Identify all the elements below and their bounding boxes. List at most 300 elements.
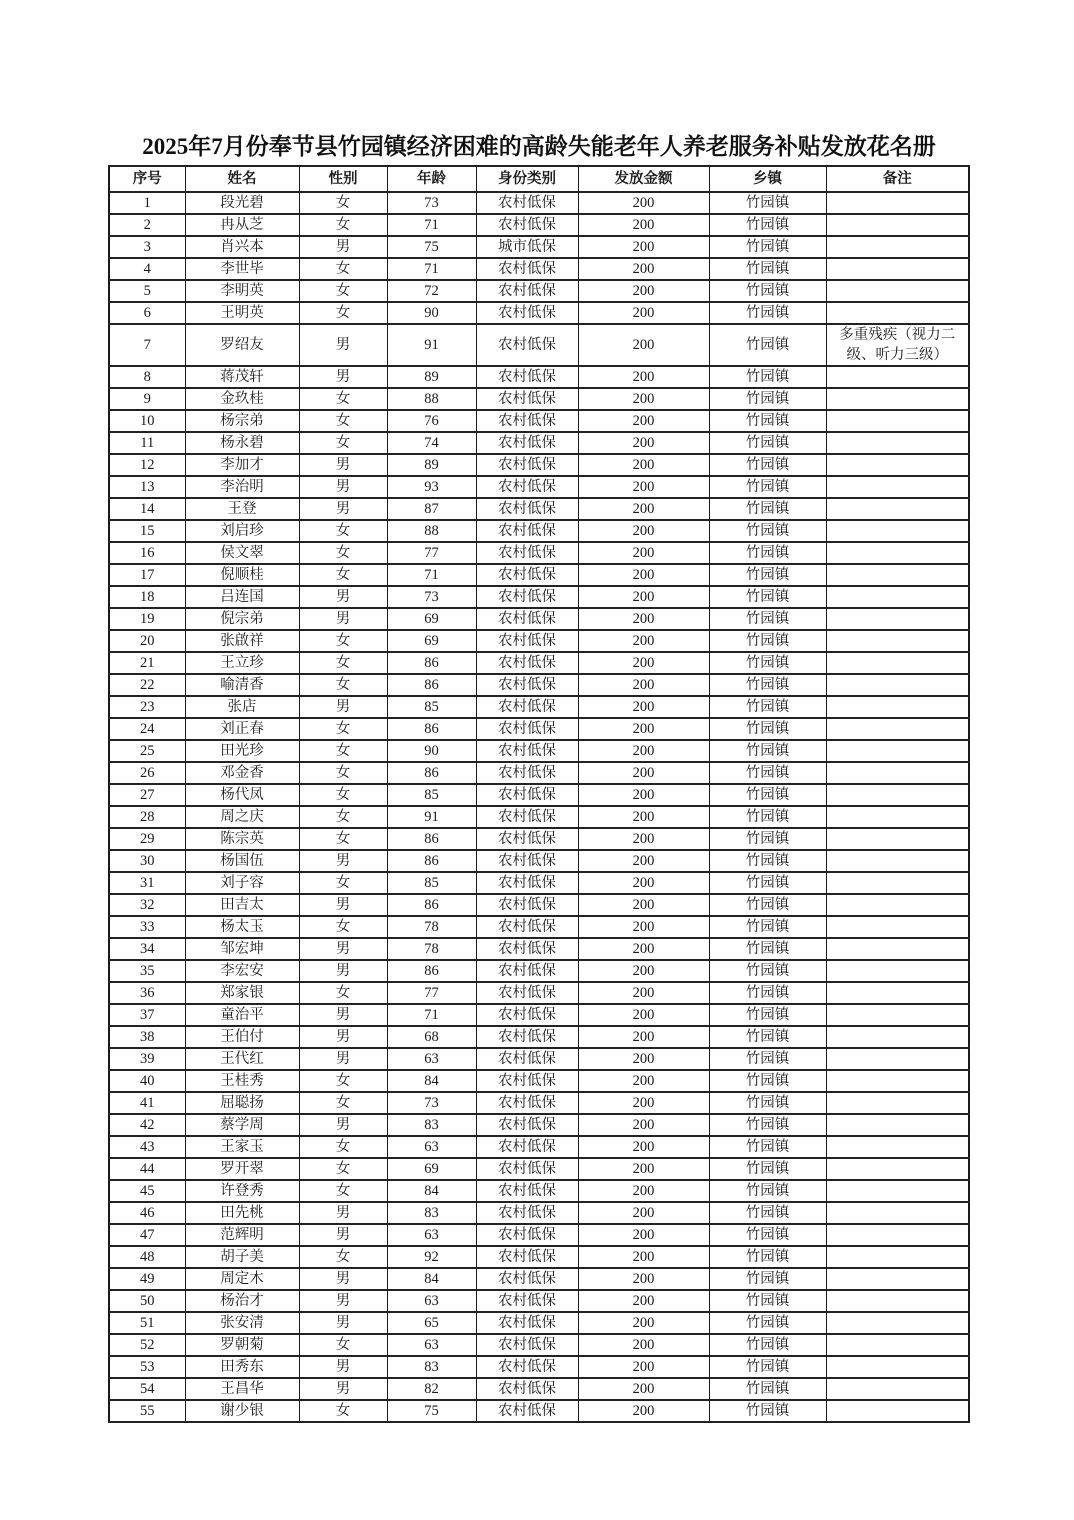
cell-age: 86 <box>387 674 476 696</box>
cell-township: 竹园镇 <box>709 1004 826 1026</box>
cell-serial-number: 7 <box>109 324 185 366</box>
cell-township: 竹园镇 <box>709 1048 826 1070</box>
cell-amount: 200 <box>578 1136 709 1158</box>
cell-age: 89 <box>387 366 476 388</box>
cell-age: 86 <box>387 894 476 916</box>
cell-amount: 200 <box>578 784 709 806</box>
cell-age: 78 <box>387 916 476 938</box>
cell-amount: 200 <box>578 630 709 652</box>
table-row <box>109 1136 969 1158</box>
cell-age: 68 <box>387 1026 476 1048</box>
cell-serial-number: 1 <box>109 192 185 214</box>
cell-person-name: 张店 <box>185 696 299 718</box>
cell-person-name: 王代红 <box>185 1048 299 1070</box>
cell-age: 63 <box>387 1048 476 1070</box>
cell-remark <box>826 1180 969 1202</box>
cell-age: 73 <box>387 1092 476 1114</box>
cell-identity-category: 城市低保 <box>476 236 578 258</box>
cell-identity-category: 农村低保 <box>476 258 578 280</box>
cell-identity-category: 农村低保 <box>476 1268 578 1290</box>
cell-township: 竹园镇 <box>709 740 826 762</box>
cell-person-name: 王伯付 <box>185 1026 299 1048</box>
cell-remark <box>826 302 969 324</box>
cell-township: 竹园镇 <box>709 1026 826 1048</box>
cell-person-name: 邹宏坤 <box>185 938 299 960</box>
cell-township: 竹园镇 <box>709 784 826 806</box>
cell-person-name: 肖兴本 <box>185 236 299 258</box>
cell-remark <box>826 674 969 696</box>
cell-gender: 女 <box>299 410 387 432</box>
cell-amount: 200 <box>578 192 709 214</box>
cell-remark <box>826 652 969 674</box>
cell-township: 竹园镇 <box>709 498 826 520</box>
cell-person-name: 冉从芝 <box>185 214 299 236</box>
table-row <box>109 1400 969 1422</box>
cell-person-name: 喻清香 <box>185 674 299 696</box>
cell-identity-category: 农村低保 <box>476 1224 578 1246</box>
cell-age: 69 <box>387 630 476 652</box>
cell-person-name: 李治明 <box>185 476 299 498</box>
cell-remark <box>826 236 969 258</box>
table-row <box>109 1378 969 1400</box>
cell-remark <box>826 1158 969 1180</box>
cell-gender: 女 <box>299 872 387 894</box>
cell-gender: 女 <box>299 1136 387 1158</box>
cell-serial-number: 49 <box>109 1268 185 1290</box>
cell-remark <box>826 542 969 564</box>
cell-township: 竹园镇 <box>709 1092 826 1114</box>
cell-age: 86 <box>387 718 476 740</box>
cell-age: 84 <box>387 1180 476 1202</box>
cell-remark <box>826 498 969 520</box>
cell-age: 92 <box>387 1246 476 1268</box>
cell-gender: 男 <box>299 454 387 476</box>
cell-township: 竹园镇 <box>709 1158 826 1180</box>
cell-person-name: 倪顺桂 <box>185 564 299 586</box>
cell-township: 竹园镇 <box>709 982 826 1004</box>
table-row <box>109 1026 969 1048</box>
header-no: 序号 <box>109 166 185 192</box>
cell-serial-number: 38 <box>109 1026 185 1048</box>
cell-gender: 男 <box>299 1004 387 1026</box>
cell-person-name: 刘正春 <box>185 718 299 740</box>
cell-gender: 女 <box>299 916 387 938</box>
table-row <box>109 1290 969 1312</box>
cell-serial-number: 15 <box>109 520 185 542</box>
cell-remark <box>826 280 969 302</box>
cell-age: 71 <box>387 564 476 586</box>
cell-township: 竹园镇 <box>709 302 826 324</box>
table-row <box>109 696 969 718</box>
cell-township: 竹园镇 <box>709 1378 826 1400</box>
cell-person-name: 段光碧 <box>185 192 299 214</box>
cell-township: 竹园镇 <box>709 432 826 454</box>
cell-remark <box>826 1092 969 1114</box>
cell-amount: 200 <box>578 366 709 388</box>
cell-person-name: 李宏安 <box>185 960 299 982</box>
cell-amount: 200 <box>578 280 709 302</box>
cell-age: 76 <box>387 410 476 432</box>
cell-township: 竹园镇 <box>709 916 826 938</box>
cell-serial-number: 13 <box>109 476 185 498</box>
cell-identity-category: 农村低保 <box>476 302 578 324</box>
cell-identity-category: 农村低保 <box>476 806 578 828</box>
cell-township: 竹园镇 <box>709 410 826 432</box>
cell-age: 71 <box>387 214 476 236</box>
table-row <box>109 1246 969 1268</box>
cell-identity-category: 农村低保 <box>476 674 578 696</box>
cell-gender: 女 <box>299 542 387 564</box>
header-town: 乡镇 <box>709 166 826 192</box>
table-row <box>109 1070 969 1092</box>
cell-gender: 男 <box>299 366 387 388</box>
cell-person-name: 罗绍友 <box>185 324 299 366</box>
cell-age: 77 <box>387 542 476 564</box>
cell-gender: 男 <box>299 1114 387 1136</box>
cell-remark <box>826 520 969 542</box>
cell-person-name: 张啟祥 <box>185 630 299 652</box>
cell-gender: 女 <box>299 1246 387 1268</box>
cell-identity-category: 农村低保 <box>476 366 578 388</box>
cell-identity-category: 农村低保 <box>476 192 578 214</box>
cell-person-name: 周之庆 <box>185 806 299 828</box>
cell-township: 竹园镇 <box>709 1070 826 1092</box>
cell-identity-category: 农村低保 <box>476 1180 578 1202</box>
cell-person-name: 罗朝菊 <box>185 1334 299 1356</box>
cell-remark <box>826 828 969 850</box>
cell-serial-number: 28 <box>109 806 185 828</box>
cell-remark <box>826 1202 969 1224</box>
cell-person-name: 李世毕 <box>185 258 299 280</box>
cell-remark <box>826 1004 969 1026</box>
cell-township: 竹园镇 <box>709 1180 826 1202</box>
cell-remark <box>826 1400 969 1422</box>
cell-remark <box>826 258 969 280</box>
cell-identity-category: 农村低保 <box>476 1026 578 1048</box>
cell-age: 82 <box>387 1378 476 1400</box>
cell-gender: 女 <box>299 192 387 214</box>
cell-remark <box>826 1026 969 1048</box>
cell-township: 竹园镇 <box>709 1246 826 1268</box>
cell-amount: 200 <box>578 652 709 674</box>
cell-serial-number: 4 <box>109 258 185 280</box>
table-row <box>109 1224 969 1246</box>
cell-identity-category: 农村低保 <box>476 586 578 608</box>
cell-gender: 女 <box>299 564 387 586</box>
table-row <box>109 872 969 894</box>
cell-serial-number: 5 <box>109 280 185 302</box>
cell-amount: 200 <box>578 324 709 366</box>
cell-township: 竹园镇 <box>709 762 826 784</box>
cell-township: 竹园镇 <box>709 1400 826 1422</box>
cell-gender: 女 <box>299 762 387 784</box>
table-body <box>109 192 969 1422</box>
cell-amount: 200 <box>578 872 709 894</box>
cell-gender: 女 <box>299 520 387 542</box>
cell-serial-number: 26 <box>109 762 185 784</box>
cell-serial-number: 46 <box>109 1202 185 1224</box>
cell-gender: 男 <box>299 1356 387 1378</box>
table-row <box>109 520 969 542</box>
cell-serial-number: 43 <box>109 1136 185 1158</box>
cell-remark <box>826 872 969 894</box>
cell-township: 竹园镇 <box>709 542 826 564</box>
cell-age: 85 <box>387 696 476 718</box>
cell-gender: 女 <box>299 280 387 302</box>
cell-remark <box>826 894 969 916</box>
cell-amount: 200 <box>578 388 709 410</box>
cell-age: 86 <box>387 762 476 784</box>
table-row <box>109 454 969 476</box>
cell-township: 竹园镇 <box>709 696 826 718</box>
cell-township: 竹园镇 <box>709 454 826 476</box>
table-row <box>109 960 969 982</box>
cell-identity-category: 农村低保 <box>476 280 578 302</box>
cell-gender: 男 <box>299 608 387 630</box>
cell-amount: 200 <box>578 916 709 938</box>
cell-gender: 男 <box>299 1202 387 1224</box>
cell-serial-number: 33 <box>109 916 185 938</box>
cell-amount: 200 <box>578 1180 709 1202</box>
cell-township: 竹园镇 <box>709 894 826 916</box>
cell-person-name: 田吉太 <box>185 894 299 916</box>
cell-serial-number: 29 <box>109 828 185 850</box>
cell-serial-number: 19 <box>109 608 185 630</box>
table-row <box>109 258 969 280</box>
cell-person-name: 李加才 <box>185 454 299 476</box>
cell-person-name: 郑家银 <box>185 982 299 1004</box>
cell-remark <box>826 850 969 872</box>
table-row <box>109 564 969 586</box>
cell-remark <box>826 214 969 236</box>
cell-person-name: 金玖桂 <box>185 388 299 410</box>
cell-amount: 200 <box>578 258 709 280</box>
cell-amount: 200 <box>578 1026 709 1048</box>
cell-amount: 200 <box>578 1004 709 1026</box>
cell-gender: 男 <box>299 938 387 960</box>
table-row <box>109 476 969 498</box>
cell-remark <box>826 784 969 806</box>
cell-person-name: 杨永碧 <box>185 432 299 454</box>
cell-amount: 200 <box>578 850 709 872</box>
cell-remark <box>826 938 969 960</box>
cell-serial-number: 8 <box>109 366 185 388</box>
cell-township: 竹园镇 <box>709 476 826 498</box>
cell-gender: 男 <box>299 1290 387 1312</box>
cell-serial-number: 35 <box>109 960 185 982</box>
cell-remark <box>826 586 969 608</box>
cell-identity-category: 农村低保 <box>476 762 578 784</box>
cell-serial-number: 50 <box>109 1290 185 1312</box>
table-row <box>109 1114 969 1136</box>
cell-age: 78 <box>387 938 476 960</box>
cell-amount: 200 <box>578 1114 709 1136</box>
table-row <box>109 1312 969 1334</box>
cell-serial-number: 39 <box>109 1048 185 1070</box>
cell-township: 竹园镇 <box>709 828 826 850</box>
cell-gender: 女 <box>299 982 387 1004</box>
cell-identity-category: 农村低保 <box>476 1136 578 1158</box>
cell-amount: 200 <box>578 520 709 542</box>
cell-serial-number: 40 <box>109 1070 185 1092</box>
cell-serial-number: 54 <box>109 1378 185 1400</box>
cell-serial-number: 2 <box>109 214 185 236</box>
cell-serial-number: 3 <box>109 236 185 258</box>
cell-amount: 200 <box>578 674 709 696</box>
table-row <box>109 324 969 366</box>
cell-age: 89 <box>387 454 476 476</box>
cell-person-name: 王昌华 <box>185 1378 299 1400</box>
cell-amount: 200 <box>578 236 709 258</box>
cell-age: 73 <box>387 192 476 214</box>
table-row <box>109 1004 969 1026</box>
cell-person-name: 倪宗弟 <box>185 608 299 630</box>
cell-gender: 男 <box>299 960 387 982</box>
cell-person-name: 罗开翠 <box>185 1158 299 1180</box>
cell-identity-category: 农村低保 <box>476 894 578 916</box>
cell-identity-category: 农村低保 <box>476 630 578 652</box>
cell-remark <box>826 476 969 498</box>
cell-serial-number: 37 <box>109 1004 185 1026</box>
table-row <box>109 1092 969 1114</box>
cell-identity-category: 农村低保 <box>476 410 578 432</box>
cell-age: 73 <box>387 586 476 608</box>
cell-township: 竹园镇 <box>709 652 826 674</box>
cell-serial-number: 6 <box>109 302 185 324</box>
cell-remark <box>826 630 969 652</box>
cell-township: 竹园镇 <box>709 1356 826 1378</box>
cell-township: 竹园镇 <box>709 938 826 960</box>
cell-gender: 女 <box>299 1158 387 1180</box>
cell-serial-number: 23 <box>109 696 185 718</box>
cell-identity-category: 农村低保 <box>476 1356 578 1378</box>
cell-person-name: 胡子美 <box>185 1246 299 1268</box>
cell-gender: 男 <box>299 236 387 258</box>
table-row <box>109 214 969 236</box>
header-age: 年龄 <box>387 166 476 192</box>
table-row <box>109 784 969 806</box>
cell-age: 75 <box>387 1400 476 1422</box>
cell-serial-number: 41 <box>109 1092 185 1114</box>
cell-age: 71 <box>387 1004 476 1026</box>
table-row <box>109 1356 969 1378</box>
cell-serial-number: 45 <box>109 1180 185 1202</box>
cell-age: 88 <box>387 388 476 410</box>
table-row <box>109 806 969 828</box>
cell-age: 63 <box>387 1224 476 1246</box>
cell-serial-number: 27 <box>109 784 185 806</box>
cell-identity-category: 农村低保 <box>476 960 578 982</box>
cell-remark <box>826 960 969 982</box>
cell-person-name: 范辉明 <box>185 1224 299 1246</box>
cell-person-name: 许登秀 <box>185 1180 299 1202</box>
cell-identity-category: 农村低保 <box>476 696 578 718</box>
cell-gender: 男 <box>299 324 387 366</box>
cell-serial-number: 12 <box>109 454 185 476</box>
cell-amount: 200 <box>578 1334 709 1356</box>
cell-identity-category: 农村低保 <box>476 564 578 586</box>
table-row <box>109 740 969 762</box>
cell-person-name: 杨国伍 <box>185 850 299 872</box>
cell-amount: 200 <box>578 938 709 960</box>
cell-serial-number: 14 <box>109 498 185 520</box>
cell-remark <box>826 916 969 938</box>
cell-amount: 200 <box>578 476 709 498</box>
table-row <box>109 652 969 674</box>
cell-gender: 男 <box>299 850 387 872</box>
cell-identity-category: 农村低保 <box>476 740 578 762</box>
cell-gender: 女 <box>299 1180 387 1202</box>
cell-person-name: 王家玉 <box>185 1136 299 1158</box>
table-row <box>109 586 969 608</box>
cell-amount: 200 <box>578 960 709 982</box>
cell-remark <box>826 1334 969 1356</box>
cell-age: 74 <box>387 432 476 454</box>
cell-age: 86 <box>387 828 476 850</box>
cell-amount: 200 <box>578 696 709 718</box>
cell-person-name: 张安清 <box>185 1312 299 1334</box>
cell-gender: 男 <box>299 1224 387 1246</box>
cell-remark <box>826 1312 969 1334</box>
cell-person-name: 陈宗英 <box>185 828 299 850</box>
cell-gender: 男 <box>299 1312 387 1334</box>
cell-township: 竹园镇 <box>709 1202 826 1224</box>
cell-township: 竹园镇 <box>709 192 826 214</box>
cell-age: 75 <box>387 236 476 258</box>
cell-gender: 女 <box>299 1334 387 1356</box>
cell-age: 71 <box>387 258 476 280</box>
cell-gender: 女 <box>299 828 387 850</box>
cell-remark <box>826 696 969 718</box>
cell-township: 竹园镇 <box>709 1114 826 1136</box>
cell-amount: 200 <box>578 586 709 608</box>
cell-township: 竹园镇 <box>709 324 826 366</box>
cell-serial-number: 53 <box>109 1356 185 1378</box>
cell-serial-number: 32 <box>109 894 185 916</box>
cell-township: 竹园镇 <box>709 674 826 696</box>
cell-serial-number: 44 <box>109 1158 185 1180</box>
cell-township: 竹园镇 <box>709 366 826 388</box>
cell-age: 84 <box>387 1070 476 1092</box>
document-page <box>108 128 970 1423</box>
cell-person-name: 谢少银 <box>185 1400 299 1422</box>
cell-amount: 200 <box>578 1400 709 1422</box>
cell-gender: 男 <box>299 1268 387 1290</box>
cell-gender: 女 <box>299 652 387 674</box>
cell-remark <box>826 1378 969 1400</box>
cell-remark <box>826 982 969 1004</box>
cell-serial-number: 25 <box>109 740 185 762</box>
cell-township: 竹园镇 <box>709 1136 826 1158</box>
cell-person-name: 李明英 <box>185 280 299 302</box>
cell-amount: 200 <box>578 1158 709 1180</box>
table-row <box>109 1048 969 1070</box>
cell-gender: 女 <box>299 302 387 324</box>
cell-township: 竹园镇 <box>709 214 826 236</box>
cell-amount: 200 <box>578 1356 709 1378</box>
cell-township: 竹园镇 <box>709 258 826 280</box>
table-row <box>109 366 969 388</box>
cell-identity-category: 农村低保 <box>476 542 578 564</box>
cell-amount: 200 <box>578 432 709 454</box>
cell-amount: 200 <box>578 214 709 236</box>
cell-person-name: 屈聪扬 <box>185 1092 299 1114</box>
cell-serial-number: 17 <box>109 564 185 586</box>
cell-age: 63 <box>387 1290 476 1312</box>
cell-age: 86 <box>387 850 476 872</box>
cell-remark <box>826 1224 969 1246</box>
cell-identity-category: 农村低保 <box>476 982 578 1004</box>
